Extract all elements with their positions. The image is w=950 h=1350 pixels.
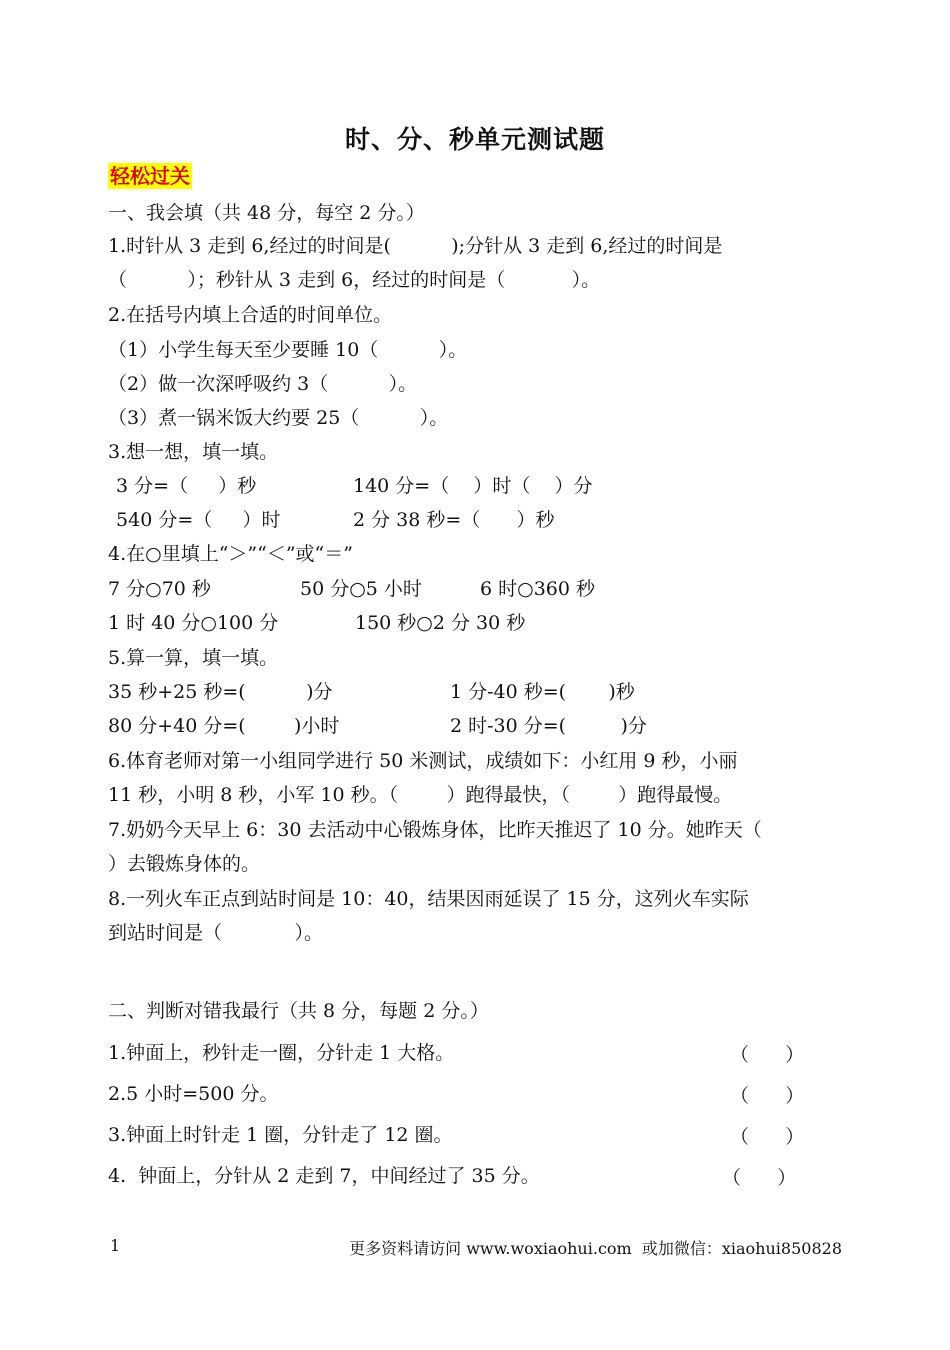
judge-item-4: 4. 钟面上，分针从 2 走到 7，中间经过了 35 分。	[108, 1165, 540, 1187]
q3-text: 3.想一想，填一填。	[108, 441, 279, 463]
q6-line2: 11 秒，小明 8 秒，小军 10 秒。（ ）跑得最快，（ ）跑得最慢。	[108, 784, 733, 806]
q7-line1: 7.奶奶今天早上 6：30 去活动中心锻炼身体，比昨天推迟了 10 分。她昨天（	[108, 819, 762, 841]
q5-text: 5.算一算，填一填。	[108, 647, 279, 669]
q4-c: 6 时○360 秒	[480, 578, 596, 600]
footer-text: 更多资料请访问 www.woxiaohui.com 或加微信：xiaohui850828	[349, 1239, 842, 1258]
judge-item-3: 3.钟面上时针走 1 圈，分针走了 12 圈。	[108, 1124, 453, 1146]
q2-text: 2.在括号内填上合适的时间单位。	[108, 304, 393, 326]
q4-e: 150 秒○2 分 30 秒	[355, 612, 526, 634]
q8-line1: 8.一列火车正点到站时间是 10：40，结果因雨延误了 15 分，这列火车实际	[108, 888, 749, 910]
q5-d: 2 时-30 分=( )分	[450, 715, 647, 737]
section1-heading: 一、我会填（共 48 分，每空 2 分。）	[108, 202, 425, 224]
q2-1: （1）小学生每天至少要睡 10（ ）。	[108, 339, 468, 361]
q8-line2: 到站时间是（ ）。	[108, 922, 323, 944]
q4-text: 4.在○里填上“＞”“＜”或“＝”	[108, 543, 353, 565]
q3-c: 540 分=（ ）时	[110, 509, 281, 531]
q7-line2: ）去锻炼身体的。	[108, 853, 261, 875]
q5-c: 80 分+40 分=( )小时	[108, 715, 340, 737]
page-number: 1	[110, 1236, 121, 1255]
q4-b: 50 分○5 小时	[300, 578, 422, 600]
q3-d: 2 分 38 秒=（ ）秒	[353, 509, 555, 531]
q4-a: 7 分○70 秒	[108, 578, 211, 600]
judge-item-1: 1.钟面上，秒针走一圈，分针走 1 大格。	[108, 1042, 455, 1064]
section-badge: 轻松过关	[110, 164, 190, 188]
judge-item-2: 2.5 小时=500 分。	[108, 1083, 279, 1105]
q3-a: 3 分=（ ）秒	[110, 475, 257, 497]
q6-line1: 6.体育老师对第一小组同学进行 50 米测试，成绩如下：小红用 9 秒，小丽	[108, 750, 738, 772]
judge-paren-2: （ ）	[730, 1085, 805, 1107]
judge-paren-4: （ ）	[722, 1167, 797, 1189]
judge-paren-1: （ ）	[730, 1044, 805, 1066]
q2-2: （2）做一次深呼吸约 3（ ）。	[108, 373, 418, 395]
page-title: 时、分、秒单元测试题	[344, 125, 605, 154]
q5-a: 35 秒+25 秒=( )分	[108, 681, 333, 703]
q1-line2: （ ）；秒针从 3 走到 6，经过的时间是（ ）。	[108, 269, 601, 291]
q2-3: （3）煮一锅米饭大约要 25（ ）。	[108, 407, 449, 429]
q3-b: 140 分=（ ）时（ ）分	[353, 475, 593, 497]
section2-heading: 二、判断对错我最行（共 8 分，每题 2 分。）	[108, 1000, 489, 1022]
judge-paren-3: （ ）	[730, 1126, 805, 1148]
q5-b: 1 分-40 秒=( )秒	[450, 681, 635, 703]
q4-d: 1 时 40 分○100 分	[108, 612, 279, 634]
q1-line1: 1.时针从 3 走到 6,经过的时间是( );分针从 3 走到 6,经过的时间是	[108, 235, 723, 257]
